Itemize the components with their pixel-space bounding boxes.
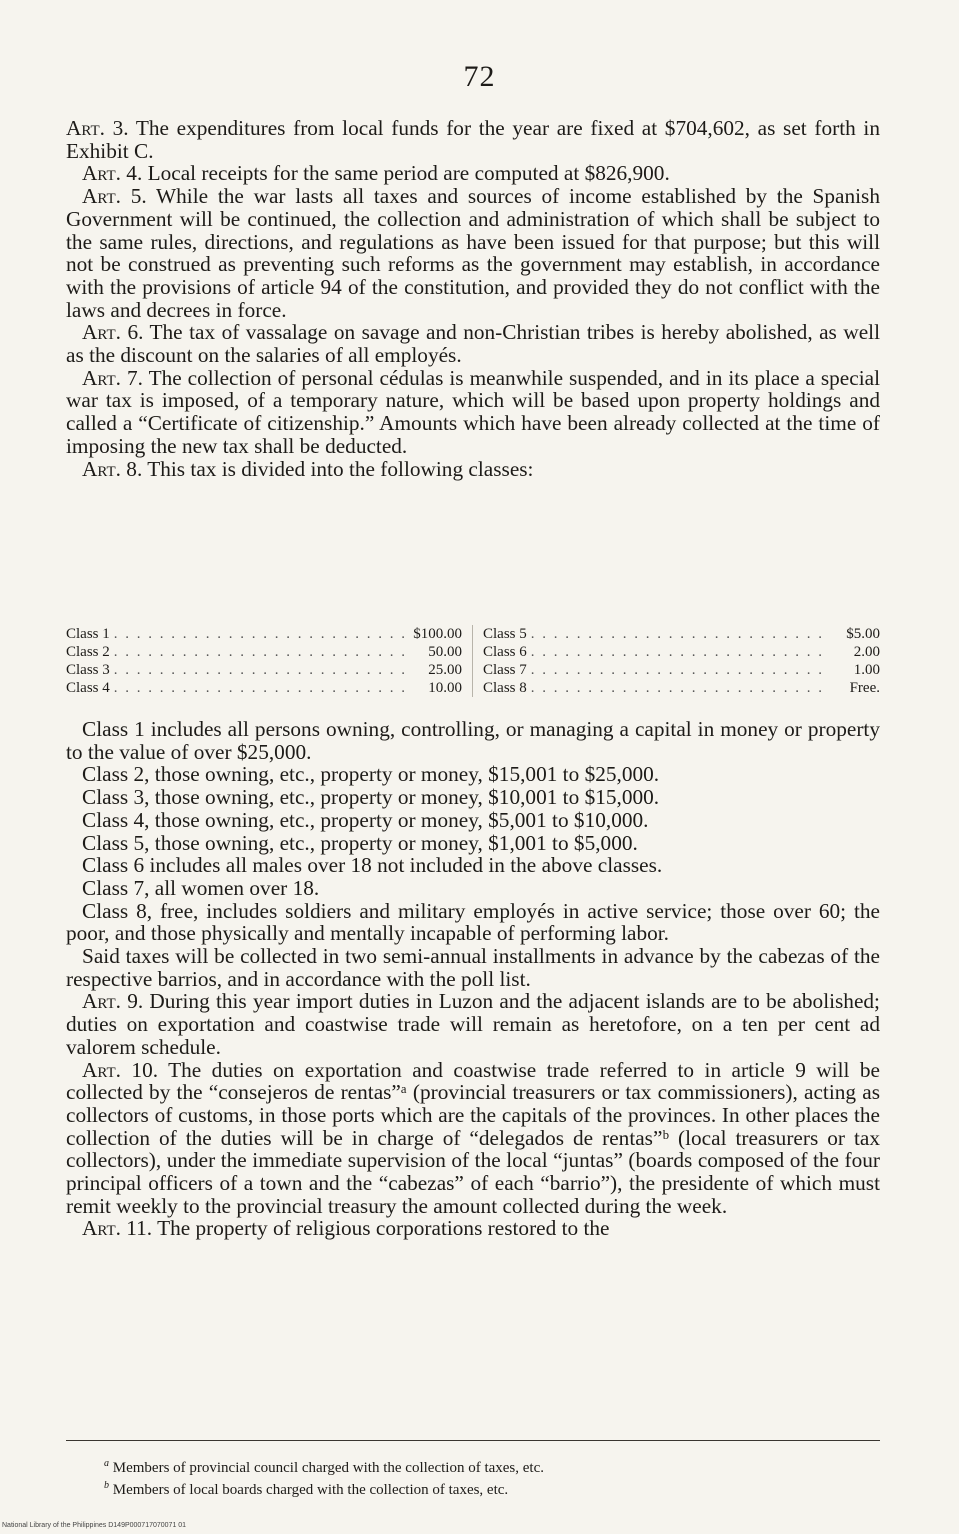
- paragraph-art-11: [66, 1217, 880, 1240]
- class-amount: 10.00: [428, 680, 462, 696]
- paragraph-text: The collection of personal cédulas is meanwhile suspended, and in its place a special war tax is imposed, of a temporary nature, which will be based upon property holdings and called a “Certificate of citizenship.” Amounts which have been already collected at the time of imposing the new tax shall be deducted.: [66, 365, 880, 458]
- paragraph-class-8: [66, 900, 880, 945]
- paragraph-text: Class 6 includes all males over 18 not included in the above classes.: [82, 853, 663, 878]
- paragraph-text: Class 2, those owning, etc., property or money, $15,001 to $25,000.: [82, 762, 660, 787]
- class-row: [483, 643, 880, 661]
- class-row: [66, 625, 462, 643]
- footnote-a: [104, 1455, 864, 1477]
- paragraph-text: Local receipts for the same period are computed at $826,900.: [142, 161, 670, 186]
- class-name: Class 8: [483, 680, 527, 696]
- class-amount: 25.00: [428, 662, 462, 678]
- paragraph-text: While the war lasts all taxes and sources of income established by the Spanish Government will be continued, the collection and administration of which shall be subject to the same rules, directions, and regulations as have been issued for that purpose; but this will not be construed as preventing such reforms as the government may establish, in accordance with the provisions of article 94 of the constitution, and provided they do not conflict with the laws and decrees in force.: [66, 184, 880, 322]
- class-amount: Free.: [849, 680, 880, 696]
- leader-dots: [114, 643, 406, 661]
- footnote-mark: b: [104, 1480, 109, 1491]
- leader-dots: [531, 679, 824, 697]
- article-lead: Art. 9.: [82, 989, 144, 1014]
- class-amount: $5.00: [846, 626, 880, 642]
- leader-dots: [531, 643, 824, 661]
- paragraph-class-7: [66, 877, 880, 900]
- article-lead: Art. 10.: [82, 1057, 159, 1082]
- paragraph-text: Class 5, those owning, etc., property or money, $1,001 to $5,000.: [82, 830, 638, 855]
- footnote-text: Members of provincial council charged with the collection of taxes, etc.: [109, 1460, 544, 1476]
- paragraph-text: The property of religious corporations restored to the: [152, 1216, 610, 1241]
- class-row: [483, 661, 880, 679]
- paragraph-art-9: [66, 990, 880, 1058]
- archive-stamp: National Library of the Philippines D149P000717070071 01: [2, 1522, 187, 1529]
- paragraph-class-3: [66, 786, 880, 809]
- body-text-bottom: [66, 718, 880, 1240]
- class-name: Class 1: [66, 626, 110, 642]
- class-row: [66, 661, 462, 679]
- class-amount: $100.00: [413, 626, 462, 642]
- paragraph-art-5: [66, 185, 880, 321]
- paragraph-art-3: [66, 117, 880, 162]
- paragraph-text: Said taxes will be collected in two semi-annual installments in advance by the cabezas of the respective barrios, and in accordance with the poll list.: [66, 944, 880, 991]
- leader-dots: [531, 625, 824, 643]
- class-row: [66, 643, 462, 661]
- article-lead: Art. 6.: [82, 320, 144, 345]
- paragraph-art-8: [66, 458, 880, 481]
- paragraph-text: Class 3, those owning, etc., property or money, $10,001 to $15,000.: [82, 785, 660, 810]
- class-name: Class 3: [66, 662, 110, 678]
- article-lead: Art. 5.: [82, 184, 147, 209]
- paragraph-art-6: [66, 321, 880, 366]
- footnote-divider: [66, 1440, 880, 1441]
- tax-class-table: [66, 625, 880, 697]
- article-lead: Art. 11.: [82, 1216, 153, 1241]
- article-lead: Art. 8.: [82, 456, 143, 481]
- paragraph-text: Class 1 includes all persons owning, controlling, or managing a capital in money or property to the value of over $25,000.: [66, 717, 880, 764]
- paragraph-text: Class 8, free, includes soldiers and military employés in active service; those over 60; the poor, and those physically and mentally incapable of performing labor.: [66, 898, 880, 946]
- class-row: [483, 679, 880, 697]
- class-column-right: [473, 625, 880, 697]
- paragraph-text: The expenditures from local funds for the year are fixed at $704,602, as set forth in Exhibit C.: [66, 116, 880, 163]
- paragraph-text: The duties on exportation and coastwise trade referred to in article 9 will be collected by the “consejeros de rentas”ᵃ (provincial treasurers or tax commissioners), acting as collectors of customs, in those ports which are the capitals of the provinces. In other places the collection of the duties will be in charge of “delegados de rentas”ᵇ (local treasurers or tax collectors), under the immediate supervision of the local “juntas” (boards composed of the four principal officers of a town and the “cabezas” of each “barrio”), the presidente of which must remit weekly to the provincial treasury the amount collected during the week.: [66, 1057, 880, 1218]
- leader-dots: [114, 625, 406, 643]
- paragraph-class-2: [66, 763, 880, 786]
- paragraph-class-4: [66, 809, 880, 832]
- class-name: Class 6: [483, 644, 527, 660]
- paragraph-text: This tax is divided into the following classes:: [142, 456, 534, 481]
- class-name: Class 4: [66, 680, 110, 696]
- class-row: [483, 625, 880, 643]
- footnote-b: [104, 1477, 864, 1499]
- class-amount: 2.00: [853, 644, 880, 660]
- article-lead: Art. 4.: [82, 161, 143, 186]
- paragraph-installments: [66, 945, 880, 990]
- article-lead: Art. 7.: [82, 365, 143, 390]
- class-row: [66, 679, 462, 697]
- page-number: 72: [463, 60, 496, 93]
- article-lead: Art. 3.: [66, 116, 129, 140]
- footnote-text: Members of local boards charged with the collection of taxes, etc.: [109, 1482, 509, 1498]
- paragraph-art-10: [66, 1059, 880, 1218]
- paragraph-text: The tax of vassalage on savage and non-Christian tribes is hereby abolished, as well as the discount on the salaries of all employés.: [66, 320, 880, 368]
- paragraph-art-4: [66, 162, 880, 185]
- paragraph-class-6: [66, 854, 880, 877]
- paragraph-text: Class 4, those owning, etc., property or money, $5,001 to $10,000.: [82, 807, 649, 832]
- class-column-left: [66, 625, 473, 697]
- paragraph-text: During this year import duties in Luzon and the adjacent islands are to be abolished; duties on exportation and coastwise trade will remain as heretofore, on a ten per cent ad valorem schedule.: [66, 989, 880, 1059]
- paragraph-class-5: [66, 832, 880, 855]
- class-name: Class 2: [66, 644, 110, 660]
- footnote-mark: a: [104, 1458, 109, 1469]
- class-name: Class 7: [483, 662, 527, 678]
- class-name: Class 5: [483, 626, 527, 642]
- leader-dots: [531, 661, 824, 679]
- paragraph-art-7: [66, 367, 880, 458]
- paragraph-class-1: [66, 718, 880, 763]
- footnotes: [104, 1455, 864, 1499]
- class-amount: 1.00: [853, 662, 880, 678]
- leader-dots: [114, 679, 406, 697]
- body-text-top: [66, 117, 880, 480]
- leader-dots: [114, 661, 406, 679]
- paragraph-text: Class 7, all women over 18.: [82, 875, 320, 900]
- class-amount: 50.00: [428, 644, 462, 660]
